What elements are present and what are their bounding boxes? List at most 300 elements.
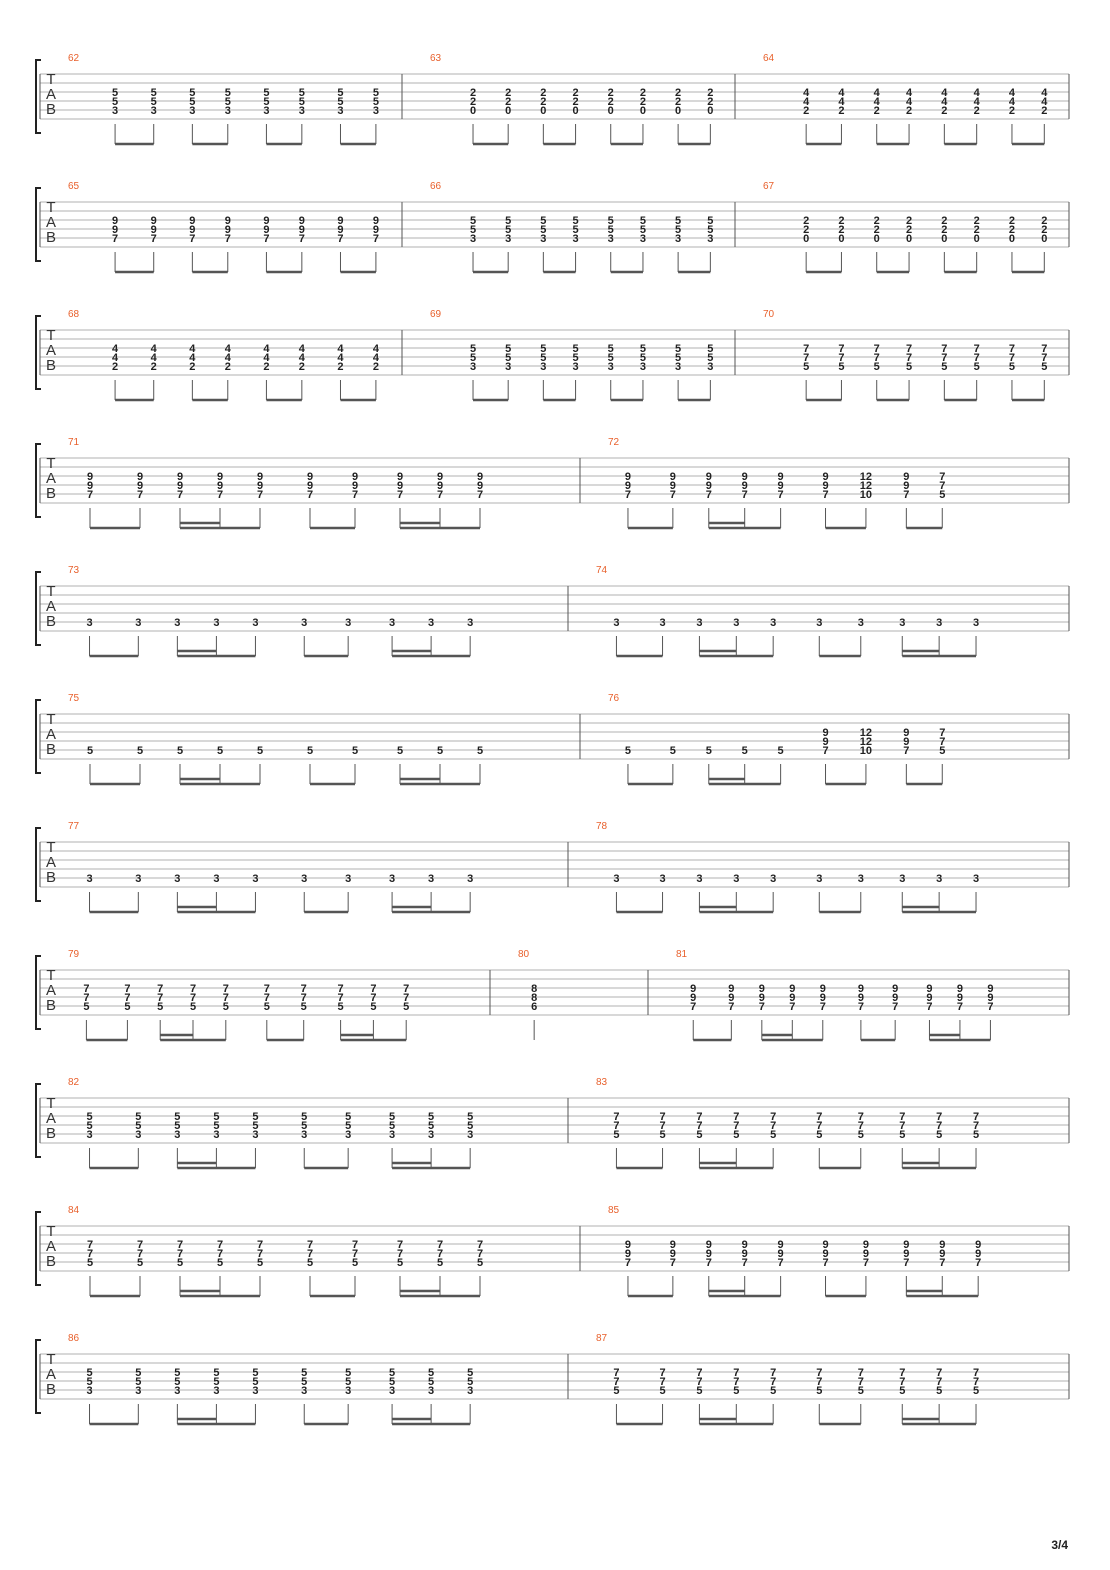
fret-number: 9 xyxy=(903,1248,910,1260)
fret-number: 7 xyxy=(337,983,344,995)
fret-number: 0 xyxy=(873,233,880,245)
fret-number: 3 xyxy=(469,361,477,373)
fret-number: 5 xyxy=(150,87,157,99)
fret-number: 9 xyxy=(337,224,344,236)
fret-number: 9 xyxy=(705,1248,712,1260)
fret-number: 5 xyxy=(669,745,676,757)
fret-number: 7 xyxy=(803,343,810,355)
fret-number: 7 xyxy=(862,1257,869,1269)
fret-number: 7 xyxy=(690,1001,697,1013)
fret-number: 7 xyxy=(926,1001,933,1013)
fret-number: 9 xyxy=(216,471,224,483)
measure-number: 79 xyxy=(68,949,80,960)
fret-number: 5 xyxy=(396,1257,404,1269)
fret-number: 7 xyxy=(705,1257,712,1269)
fret-number: 7 xyxy=(838,352,845,364)
fret-number: 3 xyxy=(345,1129,352,1141)
fret-number: 9 xyxy=(822,727,829,739)
fret-number: 7 xyxy=(822,745,829,757)
fret-number: 7 xyxy=(899,1376,906,1388)
fret-number: 5 xyxy=(707,224,714,236)
fret-number: 7 xyxy=(216,1248,224,1260)
fret-number: 7 xyxy=(777,489,784,501)
fret-number: 9 xyxy=(372,224,379,236)
fret-number: 9 xyxy=(298,215,305,227)
fret-number: 5 xyxy=(675,352,682,364)
fret-number: 9 xyxy=(669,1239,676,1251)
fret-number: 5 xyxy=(263,1001,270,1013)
fret-number: 7 xyxy=(899,1367,906,1379)
fret-number: 9 xyxy=(903,1239,910,1251)
fret-number: 9 xyxy=(396,471,404,483)
fret-number: 9 xyxy=(903,480,910,492)
fret-number: 7 xyxy=(659,1367,666,1379)
fret-number: 7 xyxy=(298,233,305,245)
fret-number: 5 xyxy=(696,1385,703,1397)
fret-number: 7 xyxy=(176,1248,184,1260)
fret-number: 7 xyxy=(150,233,157,245)
fret-number: 5 xyxy=(572,224,579,236)
fret-number: 7 xyxy=(857,1120,864,1132)
fret-number: 5 xyxy=(972,1129,980,1141)
fret-number: 2 xyxy=(873,215,880,227)
fret-number: 3 xyxy=(345,873,352,885)
fret-number: 0 xyxy=(941,233,948,245)
fret-number: 5 xyxy=(857,1129,864,1141)
fret-number: 5 xyxy=(174,1367,181,1379)
measure-number: 74 xyxy=(596,565,608,576)
fret-number: 9 xyxy=(256,480,264,492)
fret-number: 5 xyxy=(389,1120,396,1132)
fret-number: 5 xyxy=(639,352,647,364)
fret-number: 7 xyxy=(624,489,632,501)
fret-number: 5 xyxy=(345,1376,352,1388)
fret-number: 9 xyxy=(306,471,314,483)
fret-number: 2 xyxy=(469,96,477,108)
fret-number: 9 xyxy=(306,480,314,492)
fret-number: 5 xyxy=(469,343,477,355)
fret-number: 9 xyxy=(372,215,379,227)
tab-clef-letter: A xyxy=(45,982,57,999)
fret-number: 7 xyxy=(819,1001,826,1013)
fret-number: 9 xyxy=(136,480,144,492)
measure-number: 72 xyxy=(608,437,620,448)
fret-number: 9 xyxy=(705,471,712,483)
fret-number: 5 xyxy=(86,1111,93,1123)
fret-number: 9 xyxy=(86,471,94,483)
measure-number: 69 xyxy=(430,309,442,320)
fret-number: 5 xyxy=(707,352,714,364)
fret-number: 9 xyxy=(987,983,994,995)
fret-number: 7 xyxy=(669,489,676,501)
fret-number: 9 xyxy=(822,471,829,483)
fret-number: 2 xyxy=(838,224,845,236)
fret-number: 5 xyxy=(816,1129,823,1141)
fret-number: 7 xyxy=(873,352,880,364)
staff-system xyxy=(36,309,1069,400)
fret-number: 5 xyxy=(639,343,647,355)
fret-number: 7 xyxy=(972,1367,980,1379)
fret-number: 7 xyxy=(157,983,164,995)
fret-number: 5 xyxy=(351,1257,359,1269)
fret-number: 3 xyxy=(467,1385,474,1397)
fret-number: 3 xyxy=(389,873,396,885)
fret-number: 5 xyxy=(659,1385,666,1397)
fret-number: 7 xyxy=(396,489,404,501)
fret-number: 2 xyxy=(941,215,948,227)
fret-number: 7 xyxy=(705,489,712,501)
fret-number: 9 xyxy=(741,1248,748,1260)
tab-clef-letter: B xyxy=(45,101,57,118)
fret-number: 4 xyxy=(224,352,231,364)
staff-system xyxy=(36,181,1069,272)
fret-number: 3 xyxy=(505,361,512,373)
fret-number: 3 xyxy=(428,873,435,885)
fret-number: 5 xyxy=(252,1376,259,1388)
fret-number: 7 xyxy=(263,992,270,1004)
fret-number: 5 xyxy=(505,352,512,364)
staff-system xyxy=(36,565,1069,656)
fret-number: 4 xyxy=(112,343,119,355)
fret-number: 2 xyxy=(607,96,614,108)
tab-clef-letter: T xyxy=(46,711,56,728)
fret-number: 7 xyxy=(987,1001,994,1013)
fret-number: 3 xyxy=(213,1129,220,1141)
fret-number: 5 xyxy=(345,1120,352,1132)
fret-number: 5 xyxy=(174,1120,181,1132)
fret-number: 5 xyxy=(337,1001,344,1013)
fret-number: 4 xyxy=(873,87,880,99)
fret-number: 5 xyxy=(905,361,913,373)
fret-number: 0 xyxy=(639,105,647,117)
fret-number: 0 xyxy=(1008,233,1016,245)
fret-number: 5 xyxy=(372,96,379,108)
fret-number: 9 xyxy=(822,736,829,748)
fret-number: 5 xyxy=(467,1120,474,1132)
fret-number: 4 xyxy=(905,87,913,99)
fret-number: 5 xyxy=(705,745,712,757)
measure-number: 70 xyxy=(763,309,775,320)
fret-number: 7 xyxy=(396,1239,404,1251)
fret-number: 5 xyxy=(136,745,144,757)
fret-number: 5 xyxy=(216,745,224,757)
fret-number: 2 xyxy=(707,87,714,99)
fret-number: 5 xyxy=(189,1001,197,1013)
fret-number: 7 xyxy=(939,727,946,739)
fret-number: 7 xyxy=(86,489,94,501)
fret-number: 3 xyxy=(86,617,93,629)
fret-number: 0 xyxy=(607,105,614,117)
fret-number: 4 xyxy=(803,96,810,108)
fret-number: 2 xyxy=(639,87,647,99)
fret-number: 5 xyxy=(733,1129,740,1141)
fret-number: 5 xyxy=(540,224,547,236)
fret-number: 2 xyxy=(803,105,810,117)
tab-clef-letter: A xyxy=(45,598,57,615)
fret-number: 9 xyxy=(112,224,119,236)
fret-number: 5 xyxy=(135,1120,142,1132)
fret-number: 5 xyxy=(899,1129,906,1141)
fret-number: 7 xyxy=(337,992,344,1004)
fret-number: 5 xyxy=(306,745,314,757)
fret-number: 3 xyxy=(301,1385,308,1397)
fret-number: 5 xyxy=(213,1376,220,1388)
tab-clef-letter: A xyxy=(45,854,57,871)
tab-clef-letter: B xyxy=(45,485,57,502)
fret-number: 3 xyxy=(607,233,614,245)
fret-number: 5 xyxy=(176,1257,184,1269)
fret-number: 7 xyxy=(941,343,948,355)
fret-number: 5 xyxy=(607,352,614,364)
fret-number: 4 xyxy=(298,352,305,364)
fret-number: 5 xyxy=(540,352,547,364)
fret-number: 5 xyxy=(939,489,946,501)
fret-number: 3 xyxy=(572,361,579,373)
fret-number: 9 xyxy=(822,1248,829,1260)
tab-clef-letter: T xyxy=(46,839,56,856)
fret-number: 5 xyxy=(624,745,632,757)
fret-number: 7 xyxy=(903,1257,910,1269)
fret-number: 7 xyxy=(973,352,980,364)
fret-number: 9 xyxy=(926,992,933,1004)
fret-number: 7 xyxy=(899,1111,906,1123)
fret-number: 5 xyxy=(467,1376,474,1388)
fret-number: 2 xyxy=(150,361,157,373)
fret-number: 0 xyxy=(803,233,810,245)
fret-number: 4 xyxy=(150,352,157,364)
measure-number: 67 xyxy=(763,181,775,192)
fret-number: 9 xyxy=(624,480,632,492)
fret-number: 7 xyxy=(351,1239,359,1251)
fret-number: 7 xyxy=(936,1120,943,1132)
fret-number: 5 xyxy=(372,87,379,99)
fret-number: 5 xyxy=(112,96,119,108)
fret-number: 3 xyxy=(770,617,777,629)
fret-number: 4 xyxy=(803,87,810,99)
fret-number: 5 xyxy=(607,215,614,227)
fret-number: 7 xyxy=(83,983,90,995)
fret-number: 7 xyxy=(816,1120,823,1132)
fret-number: 5 xyxy=(306,1257,314,1269)
fret-number: 7 xyxy=(436,1239,444,1251)
fret-number: 9 xyxy=(892,983,899,995)
fret-number: 3 xyxy=(467,873,474,885)
fret-number: 3 xyxy=(696,873,703,885)
fret-number: 2 xyxy=(540,87,547,99)
fret-number: 5 xyxy=(396,745,404,757)
fret-number: 3 xyxy=(816,617,823,629)
fret-number: 2 xyxy=(873,105,880,117)
staff-system xyxy=(36,1077,1069,1168)
fret-number: 5 xyxy=(899,1385,906,1397)
fret-number: 4 xyxy=(189,352,196,364)
fret-number: 9 xyxy=(758,992,765,1004)
fret-number: 5 xyxy=(86,1376,93,1388)
fret-number: 7 xyxy=(857,1376,864,1388)
fret-number: 2 xyxy=(905,224,913,236)
tab-clef-letter: A xyxy=(45,1366,57,1383)
fret-number: 7 xyxy=(972,1376,980,1388)
fret-number: 5 xyxy=(222,1001,229,1013)
tab-clef-letter: T xyxy=(46,583,56,600)
fret-number: 7 xyxy=(86,1248,94,1260)
fret-number: 3 xyxy=(696,617,703,629)
fret-number: 7 xyxy=(741,1257,748,1269)
fret-number: 3 xyxy=(263,105,270,117)
tab-clef-letter: T xyxy=(46,967,56,984)
fret-number: 7 xyxy=(222,983,229,995)
fret-number: 3 xyxy=(613,617,620,629)
fret-number: 5 xyxy=(301,1367,308,1379)
fret-number: 4 xyxy=(372,343,379,355)
fret-number: 7 xyxy=(770,1376,777,1388)
fret-number: 7 xyxy=(436,489,444,501)
fret-number: 7 xyxy=(263,983,270,995)
fret-number: 3 xyxy=(345,617,352,629)
fret-number: 9 xyxy=(624,471,632,483)
fret-number: 7 xyxy=(696,1120,703,1132)
fret-number: 9 xyxy=(789,983,796,995)
fret-number: 2 xyxy=(873,224,880,236)
fret-number: 7 xyxy=(300,992,307,1004)
fret-number: 2 xyxy=(298,361,305,373)
fret-number: 9 xyxy=(705,1239,712,1251)
fret-number: 5 xyxy=(112,87,119,99)
fret-number: 9 xyxy=(224,224,231,236)
fret-number: 8 xyxy=(531,983,538,995)
fret-number: 5 xyxy=(216,1257,224,1269)
fret-number: 9 xyxy=(624,1248,632,1260)
fret-number: 7 xyxy=(936,1111,943,1123)
fret-number: 3 xyxy=(428,617,435,629)
fret-number: 3 xyxy=(816,873,823,885)
fret-number: 3 xyxy=(252,1385,259,1397)
fret-number: 5 xyxy=(540,343,547,355)
fret-number: 7 xyxy=(905,343,913,355)
fret-number: 7 xyxy=(337,233,344,245)
fret-number: 7 xyxy=(372,233,379,245)
fret-number: 5 xyxy=(389,1376,396,1388)
fret-number: 7 xyxy=(613,1111,620,1123)
fret-number: 7 xyxy=(136,1248,144,1260)
fret-number: 7 xyxy=(936,1376,943,1388)
fret-number: 3 xyxy=(467,617,474,629)
fret-number: 3 xyxy=(505,233,512,245)
fret-number: 7 xyxy=(892,1001,899,1013)
fret-number: 7 xyxy=(613,1367,620,1379)
fret-number: 5 xyxy=(298,87,305,99)
tab-clef-letter: T xyxy=(46,71,56,88)
fret-number: 3 xyxy=(150,105,157,117)
fret-number: 5 xyxy=(639,215,647,227)
fret-number: 5 xyxy=(301,1120,308,1132)
fret-number: 5 xyxy=(436,1257,444,1269)
fret-number: 9 xyxy=(956,992,964,1004)
fret-number: 5 xyxy=(659,1129,666,1141)
fret-number: 7 xyxy=(476,1239,484,1251)
fret-number: 7 xyxy=(403,983,410,995)
fret-number: 4 xyxy=(112,352,119,364)
fret-number: 7 xyxy=(1008,343,1016,355)
measure-number: 62 xyxy=(68,53,80,64)
fret-number: 9 xyxy=(822,480,829,492)
fret-number: 5 xyxy=(707,215,714,227)
fret-number: 3 xyxy=(428,1129,435,1141)
fret-number: 4 xyxy=(337,343,344,355)
fret-number: 4 xyxy=(973,87,980,99)
fret-number: 5 xyxy=(770,1129,777,1141)
fret-number: 3 xyxy=(301,1129,308,1141)
fret-number: 7 xyxy=(224,233,231,245)
fret-number: 7 xyxy=(300,983,307,995)
fret-number: 7 xyxy=(263,233,270,245)
fret-number: 4 xyxy=(224,343,231,355)
fret-number: 5 xyxy=(505,343,512,355)
fret-number: 3 xyxy=(540,233,547,245)
fret-number: 7 xyxy=(370,992,377,1004)
fret-number: 9 xyxy=(176,471,184,483)
fret-number: 9 xyxy=(862,1248,869,1260)
fret-number: 2 xyxy=(1041,224,1048,236)
fret-number: 5 xyxy=(469,352,477,364)
fret-number: 7 xyxy=(903,745,910,757)
fret-number: 5 xyxy=(607,343,614,355)
fret-number: 2 xyxy=(973,105,980,117)
fret-number: 9 xyxy=(987,992,994,1004)
fret-number: 7 xyxy=(733,1111,740,1123)
staff-system xyxy=(36,821,1069,912)
tab-clef-letter: A xyxy=(45,86,57,103)
fret-number: 5 xyxy=(572,343,579,355)
fret-number: 7 xyxy=(770,1367,777,1379)
fret-number: 3 xyxy=(389,617,396,629)
fret-number: 7 xyxy=(696,1111,703,1123)
staff-system xyxy=(36,1333,1069,1424)
fret-number: 7 xyxy=(216,1239,224,1251)
fret-number: 2 xyxy=(838,105,845,117)
fret-number: 5 xyxy=(301,1111,308,1123)
fret-number: 2 xyxy=(607,87,614,99)
fret-number: 4 xyxy=(263,352,270,364)
fret-number: 2 xyxy=(639,96,647,108)
fret-number: 3 xyxy=(659,617,666,629)
fret-number: 5 xyxy=(467,1367,474,1379)
fret-number: 2 xyxy=(973,224,980,236)
fret-number: 5 xyxy=(298,96,305,108)
fret-number: 5 xyxy=(873,361,880,373)
fret-number: 3 xyxy=(112,105,119,117)
fret-number: 5 xyxy=(263,96,270,108)
fret-number: 5 xyxy=(941,361,948,373)
fret-number: 9 xyxy=(777,471,784,483)
fret-number: 3 xyxy=(86,873,93,885)
fret-number: 3 xyxy=(972,873,980,885)
fret-number: 5 xyxy=(675,224,682,236)
staff-system xyxy=(36,693,1069,784)
fret-number: 5 xyxy=(613,1385,620,1397)
fret-number: 5 xyxy=(256,1257,264,1269)
fret-number: 10 xyxy=(859,489,873,501)
fret-number: 3 xyxy=(659,873,666,885)
tab-clef-letter: B xyxy=(45,1253,57,1270)
fret-number: 3 xyxy=(252,617,259,629)
fret-number: 9 xyxy=(224,215,231,227)
fret-number: 5 xyxy=(189,87,196,99)
fret-number: 2 xyxy=(540,96,547,108)
fret-number: 3 xyxy=(135,1385,142,1397)
fret-number: 7 xyxy=(973,343,980,355)
fret-number: 3 xyxy=(252,873,259,885)
